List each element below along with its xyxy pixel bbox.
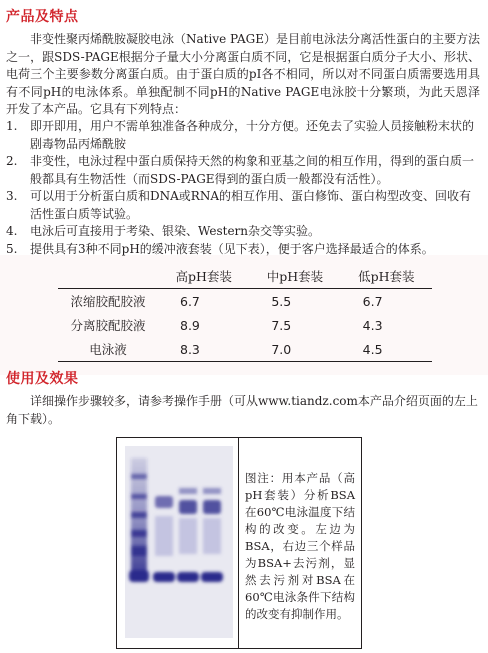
- list-item: 2. 非变性，电泳过程中蛋白质保持天然的构象和亚基之间的相互作用，得到的蛋白质一般都具有生物活性（而SDS-PAGE得到的蛋白质一般都没有活性）。: [6, 154, 475, 186]
- table-row: [58, 313, 432, 337]
- cell-high: 6.7: [180, 293, 200, 309]
- row-name: 电泳液: [58, 337, 158, 362]
- figure-divider: [238, 438, 239, 648]
- table-row: [58, 337, 432, 362]
- row-name: 分离胶配胶液: [70, 318, 146, 333]
- buffer-ph-table: [58, 264, 432, 362]
- product-features-heading: 产品及特点: [6, 9, 79, 25]
- table-header-mid: 中pH套装: [249, 264, 340, 289]
- feature-list: [6, 118, 480, 258]
- cell-low: 4.5: [341, 337, 432, 362]
- table-row: [58, 289, 432, 314]
- list-item: 3. 可以用于分析蛋白质和DNA或RNA的相互作用、蛋白修饰、蛋白构型改变、回收有活性蛋白质等试验。: [6, 189, 471, 221]
- cell-low: 4.3: [362, 317, 383, 333]
- table-header-high: 高pH套装: [158, 264, 249, 289]
- cell-mid: 7.0: [249, 337, 340, 362]
- row-name: 浓缩胶配胶液: [70, 294, 146, 309]
- intro-paragraph: 非变性聚丙烯酰胺凝胶电泳（Native PAGE）是目前电泳法分离活性蛋白的主要方法之一，跟SDS-PAGE根据分子量大小分离蛋白质不同，它是根据蛋白质分子大小、形状、电荷三个主要参数分离蛋白质。由于蛋白质的pI各不相同，所以对不同蛋白质需要选用具有不同pH的电泳体系。单独配制不同pH的Native PAGE电泳胶十分繁琐，为此天恩泽开发了本产品。它具有下列特点：: [6, 32, 480, 116]
- cell-mid: 7.5: [271, 317, 292, 333]
- list-item: 5. 提供具有3种不同pH的缓冲液套装（见下表），便于客户选择最适合的体系。: [6, 241, 434, 256]
- gel-figure: [116, 437, 362, 649]
- cell-mid: 5.5: [271, 293, 292, 309]
- table-header-low: 低pH套装: [341, 264, 432, 289]
- usage-heading: 使用及效果: [6, 371, 79, 387]
- list-item: 4. 电泳后可直接用于考染、银染、Western杂交等实验。: [6, 224, 321, 238]
- table-header-blank: [58, 264, 158, 289]
- gel-image: [125, 446, 233, 638]
- cell-low: 6.7: [362, 293, 383, 309]
- cell-high: 8.9: [180, 317, 200, 333]
- list-item: 1. 即开即用，用户不需单独准备各种成分，十分方便。还免去了实验人员接触粉末状的剧毒物品丙烯酰胺: [6, 119, 475, 151]
- cell-high: 8.3: [158, 337, 249, 362]
- table-header-row: [58, 264, 432, 289]
- usage-paragraph: 详细操作步骤较多，请参考操作手册（可从www.tiandz.com本产品介绍页面的左上角下载）。: [6, 394, 478, 426]
- figure-caption: 图注：用本产品（高pH套装）分析BSA在60℃电泳温度下结构的改变。左边为BSA，右边三个样品为BSA+去污剂，显然去污剂对BSA在60℃电泳条件下结构的改变有抑制作用。: [245, 471, 355, 621]
- gel-bands-graphic: [125, 446, 233, 638]
